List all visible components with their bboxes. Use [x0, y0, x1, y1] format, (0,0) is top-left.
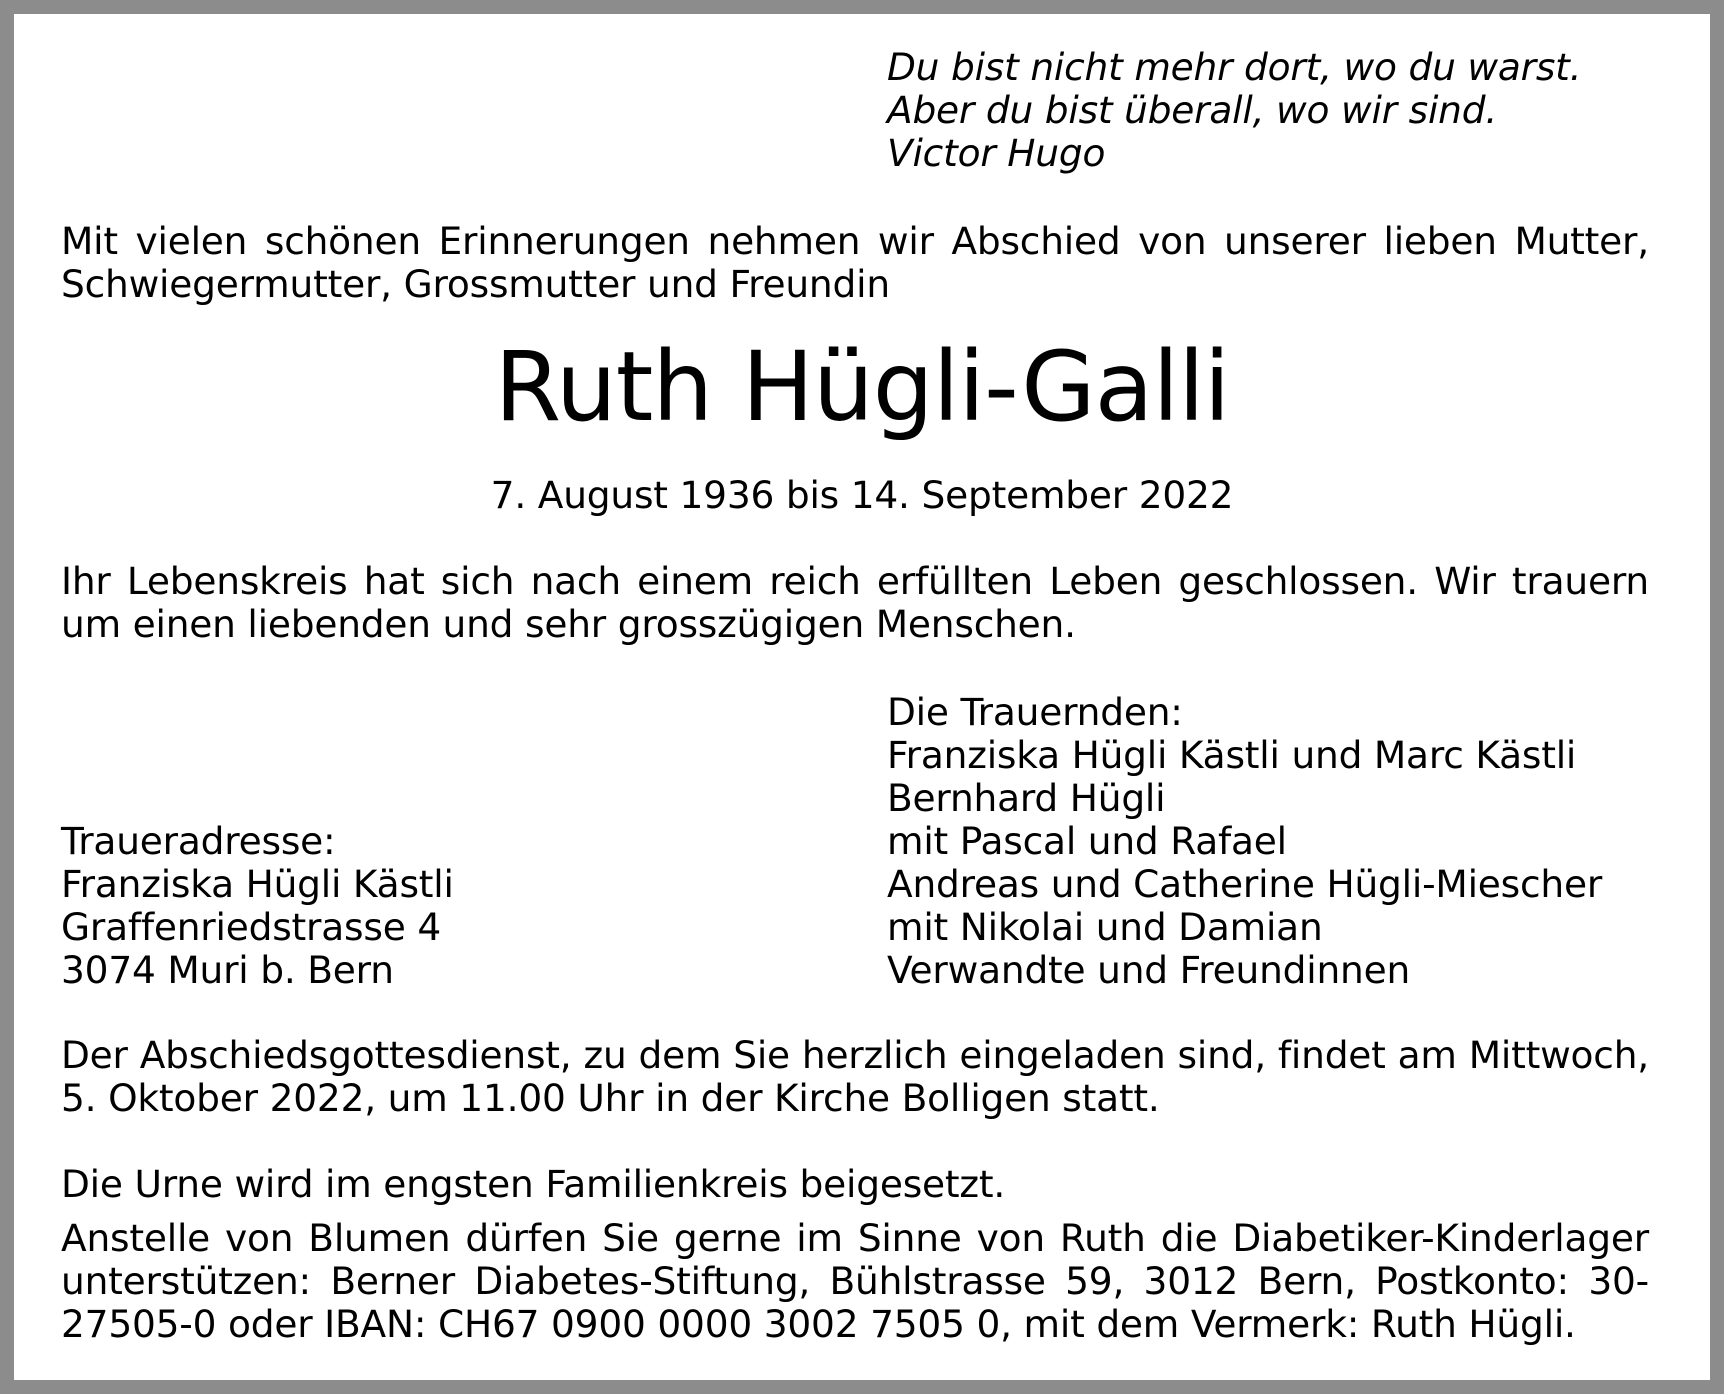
- quote-line: Du bist nicht mehr dort, wo du warst.: [887, 45, 1582, 89]
- mourner-line: Bernhard Hügli: [887, 776, 1166, 820]
- address-name: Franziska Hügli Kästli: [61, 862, 454, 906]
- obituary-notice: [14, 14, 1710, 1380]
- mourners-label: Die Trauernden:: [887, 690, 1183, 734]
- deceased-name: Ruth Hügli-Galli: [494, 331, 1230, 443]
- mourner-line: Franziska Hügli Kästli und Marc Kästli: [887, 733, 1577, 777]
- mourner-line: Andreas und Catherine Hügli-Miescher: [887, 862, 1603, 906]
- address-label: Traueradresse:: [61, 819, 336, 863]
- life-dates: 7. August 1936 bis 14. September 2022: [490, 473, 1234, 517]
- address-city: 3074 Muri b. Bern: [61, 948, 394, 992]
- urn-text: Die Urne wird im engsten Familienkreis beigesetzt.: [61, 1162, 1006, 1206]
- address-street: Graffenriedstrasse 4: [61, 905, 441, 949]
- mourner-line: Verwandte und Freundinnen: [887, 948, 1411, 992]
- life-text: Ihr Lebenskreis hat sich nach einem reich erfüllten Leben geschlossen. Wir trauern um einen liebenden und sehr grosszügigen Menschen.: [61, 559, 1649, 646]
- donation-text: Anstelle von Blumen dürfen Sie gerne im Sinne von Ruth die Diabetiker-Kinderlager unterstützen: Berner Diabetes-Stiftung, Bühlstrasse 59, 3012 Bern, Postkonto: 30-27505-0 oder IBAN: CH67 0900 0000 3002 7505 0, mit dem Vermerk: Ruth Hügli.: [61, 1216, 1649, 1346]
- quote-author: Victor Hugo: [887, 131, 1106, 175]
- service-text: Der Abschiedsgottesdienst, zu dem Sie herzlich eingeladen sind, findet am Mittwoch, 5. Oktober 2022, um 11.00 Uhr in der Kirche Bolligen statt.: [61, 1033, 1649, 1120]
- intro-text: Mit vielen schönen Erinnerungen nehmen wir Abschied von unserer lieben Mutter, Schwiegermutter, Grossmutter und Freundin: [61, 219, 1649, 306]
- mourners-list: [887, 691, 1602, 992]
- mourner-line: mit Pascal und Rafael: [887, 819, 1287, 863]
- mourner-line: mit Nikolai und Damian: [887, 905, 1323, 949]
- mourning-address: [61, 820, 454, 992]
- quote-line: Aber du bist überall, wo wir sind.: [887, 88, 1498, 132]
- quote: [887, 46, 1581, 175]
